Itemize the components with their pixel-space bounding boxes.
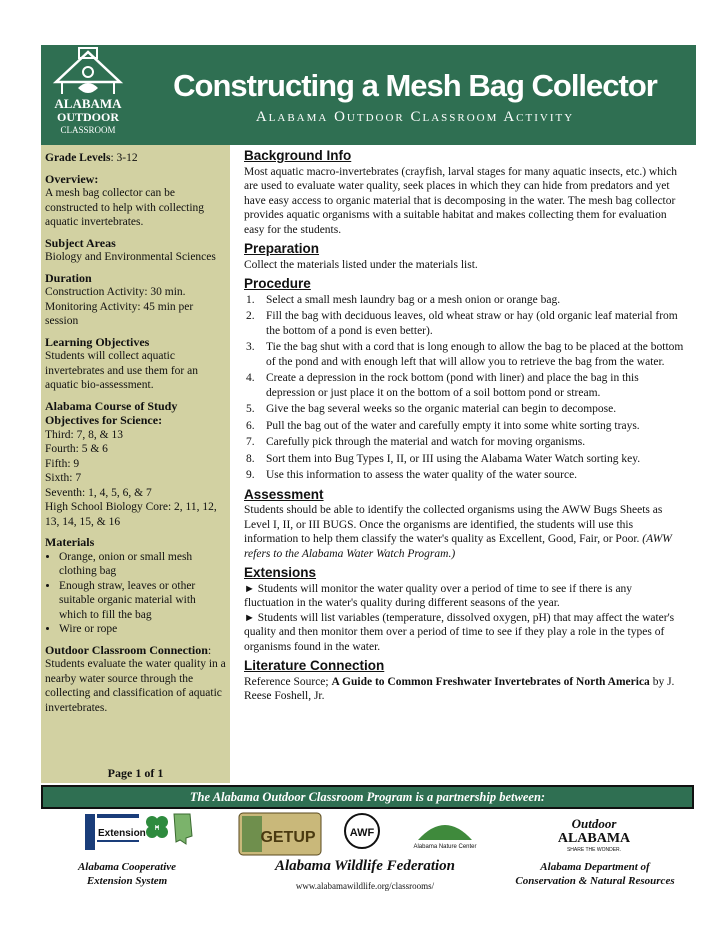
list-item: 4. Create a depression in the rock bottom (pond with liner) and place the bag in this depression or just place it on the bottom of a soil bottom pond or stream. [246, 372, 639, 399]
list-item: • Orange, onion or small mesh clothing bag [59, 550, 226, 579]
subject-areas-heading: Subject Areas [45, 235, 116, 250]
extension-item: ► Students will monitor the water quality over a period of time to see if there is any fluctuation in the water's quality during different seasons of the year. [244, 582, 633, 609]
grade-levels: Grade Levels: 3-12 [45, 152, 138, 164]
course-line: Third: 7, 8, & 13 [45, 428, 123, 441]
preparation-text: Collect the materials listed under the materials list. [244, 258, 478, 271]
logo-line-2: OUTDOOR [56, 110, 120, 124]
literature-heading: Literature Connection [244, 658, 385, 673]
overview-text: A mesh bag collector can be constructed to help with collecting aquatic invertebrates. [45, 187, 205, 228]
assessment-text: Students should be able to identify the collected organisms using the AWW Bugs Sheets as Level I, II, or III BUGS. Once the organisms are identified, the students will use this information to help them classify the water's quality as Excellent, Good, Fair, or Poor. (AWW refers to the Alabama Water Watch Program.) [244, 504, 672, 560]
main-content [244, 149, 684, 704]
outdoor-alabama-logo-icon [554, 814, 634, 854]
svg-text:AWF: AWF [349, 827, 375, 839]
list-item: 3. Tie the bag shut with a cord that is long enough to allow the bag to be placed at the bottom of the pond and with enough left that will allow you to retrieve the bag from the water. [246, 341, 684, 368]
arrow-icon: ► [244, 611, 255, 624]
learning-objectives-text: Students will collect aquatic invertebrates and use them for an aquatic bio-assessment. [45, 350, 198, 391]
list-item: • Enough straw, leaves or other suitable organic material with which to fill the bag [59, 579, 226, 623]
background-heading: Background Info [244, 148, 352, 163]
4h-clover-icon [144, 814, 170, 844]
subject-areas-text: Biology and Environmental Sciences [45, 251, 216, 263]
logo-line-1: ALABAMA [54, 96, 122, 111]
materials-list [45, 550, 226, 637]
duration-monitoring: Monitoring Activity: 45 min per session [45, 300, 194, 327]
svg-text:GETUP: GETUP [260, 829, 316, 846]
alabama-map-icon [172, 812, 194, 846]
course-line: Sixth: 7 [45, 472, 82, 484]
nature-center-logo-icon [410, 810, 480, 854]
list-item: 7. Carefully pick through the material and watch for moving organisms. [246, 436, 586, 448]
overview-heading: Overview: [45, 171, 99, 186]
list-item: 9. Use this information to assess the water quality of the water source. [246, 469, 578, 481]
svg-text:H: H [154, 825, 160, 832]
list-item: 6. Pull the bag out of the water and carefully empty it into some white sorting trays. [246, 419, 640, 432]
procedure-steps [244, 293, 684, 483]
materials-heading: Materials [45, 535, 95, 549]
svg-text:Alabama Nature Center: Alabama Nature Center [413, 844, 477, 850]
extensions-heading: Extensions [244, 565, 317, 580]
list-item: 5. Give the bag several weeks so the organic material can begin to decompose. [246, 403, 617, 415]
duration-heading: Duration [45, 270, 92, 285]
logo-line-3: CLASSROOM [60, 125, 116, 135]
svg-text:Outdoor: Outdoor [571, 816, 617, 831]
list-item: 2. Fill the bag with deciduous leaves, old wheat straw or hay (old organic leaf material from the bottom of a pond is even better). [246, 310, 678, 337]
partner-conservation: Alabama Department of Conservation & Natural Resources [515, 861, 675, 887]
schoolhouse-logo-icon [48, 48, 128, 142]
partner-extension: Alabama Cooperative Extension System [77, 861, 177, 887]
awf-logo-icon [340, 812, 384, 850]
course-line: Seventh: 1, 4, 5, 6, & 7 [45, 486, 152, 499]
list-item: 8. Sort them into Bug Types I, II, or III using the Alabama Water Watch sorting key. [246, 452, 641, 465]
list-item: • Wire or rope [59, 622, 226, 637]
background-text: Most aquatic macro-invertebrates (crayfish, larval stages for many aquatic insects, etc.) which are used to evaluate water quality, seek places in which they can hide from predators and yet have easy access to organic material that is decomposing in the water. The mesh bag collector provides aquatic organisms with a suitable habitat and makes collecting them for evaluation easy for the students. [244, 165, 677, 236]
course-line: High School Biology Core: 2, 11, 12, 13, 14, 15, & 16 [45, 501, 217, 528]
svg-text:ALABAMA: ALABAMA [557, 831, 631, 846]
classroom-connection-heading: Outdoor Classroom Connection: [45, 642, 212, 657]
page-title: Constructing a Mesh Bag Collector [173, 68, 657, 103]
assessment-heading: Assessment [244, 486, 324, 502]
svg-text:Extension: Extension [98, 828, 146, 839]
learning-objectives-heading: Learning Objectives [45, 334, 150, 349]
partnership-banner: The Alabama Outdoor Classroom Program is a partnership between: [41, 785, 694, 809]
course-line: Fifth: 9 [45, 457, 80, 470]
page-number: Page 1 of 1 [107, 766, 164, 780]
duration-construction: Construction Activity: 30 min. [45, 286, 186, 298]
partner-awf: Alabama Wildlife Federation [274, 858, 455, 874]
course-line: Fourth: 5 & 6 [45, 443, 108, 455]
literature-text: Reference Source; A Guide to Common Freshwater Invertebrates of North America by J. Reese Foshell, Jr. [244, 675, 675, 702]
svg-text:SHARE THE WONDER.: SHARE THE WONDER. [566, 847, 622, 853]
classroom-connection-text: Students evaluate the water quality in a nearby water source through the collecting and classification of aquatic invertebrates. [45, 658, 226, 714]
course-of-study-heading: Alabama Course of Study Objectives for Science: [45, 398, 178, 427]
preparation-heading: Preparation [244, 241, 320, 256]
page-subtitle: Alabama Outdoor Classroom Activity [255, 109, 575, 125]
procedure-heading: Procedure [244, 276, 311, 291]
list-item: 1. Select a small mesh laundry bag or a mesh onion or orange bag. [246, 293, 561, 306]
partner-awf-url[interactable]: www.alabamawildlife.org/classrooms/ [295, 881, 435, 891]
extension-item: ► Students will list variables (temperature, dissolved oxygen, pH) that may affect the water's quality and then monitor them over a period of time to see if they play a role in the types of organisms found in the water. [244, 611, 675, 653]
sidebar [41, 145, 230, 783]
extension-logo-icon [84, 812, 146, 854]
getup-plate-icon [238, 812, 322, 856]
arrow-icon: ► [244, 582, 255, 595]
